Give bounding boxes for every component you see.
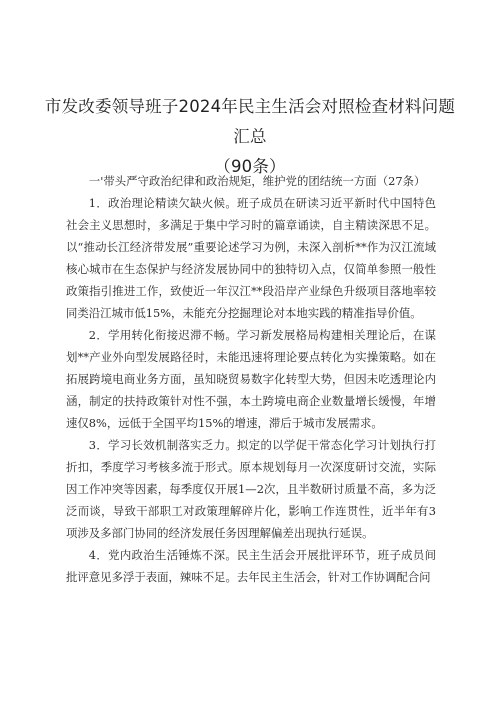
document-title [40, 92, 460, 182]
paragraph-item-4: 4．党内政治生活锤炼不深。民主生活会开展批评环节，班子成员间批评意见多浮于表面，辣味不足。去年民主生活会，针对工作协调配合问 [66, 548, 436, 584]
document-body [66, 170, 436, 588]
paragraph-item-1: 1．政治理论精读欠缺火候。班子成员在研读习近平新时代中国特色社会主义思想时，多满足于集中学习时的篇章诵读，自主精读深思不足。以“推动长江经济带发展”重要论述学习为例，未深入剖析**作为汉江流域核心城市在生态保护与经济发展协同中的独特切入点，仅简单参照一般性政策指引推进工作，致使近一年汉江**段沿岸产业绿色升级项目落地率较同类沿江城市低15%，未能充分挖掘理论对本地实践的精准指导价值。 [66, 196, 436, 320]
title-line-2: （90条） [214, 157, 286, 176]
paragraph-item-2: 2．学用转化衔接迟滞不畅。学习新发展格局构建相关理论后，在谋划**产业外向型发展路径时，未能迅速将理论要点转化为实操策略。如在拓展跨境电商业务方面，虽知晓贸易数字化转型大势，但因未吃透理论内涵，制定的扶持政策针对性不强，本土跨境电商企业数量增长缓慢，年增速仅8%，远低于全国平均15%的增速，滞后于城市发展需求。 [66, 328, 436, 430]
title-line-1: 市发改委领导班子2024年民主生活会对照检查材料问题汇总 [44, 97, 456, 146]
paragraph-item-3: 3．学习长效机制落实乏力。拟定的以学促干常态化学习计划执行打折扣，季度学习考核多流于形式。原本规划每月一次深度研讨交流，实际因工作冲突等因素，每季度仅开展1—2次，且半数研讨质量不高，多为泛泛而谈，导致干部职工对政策理解碎片化，影响工作连贯性，近半年有3项涉及多部门协同的经济发展任务因理解偏差出现执行延误。 [66, 438, 436, 540]
section-heading: 一'带头严守政治纪律和政治规矩，维护党的团结统一方面（27条） [88, 174, 426, 188]
